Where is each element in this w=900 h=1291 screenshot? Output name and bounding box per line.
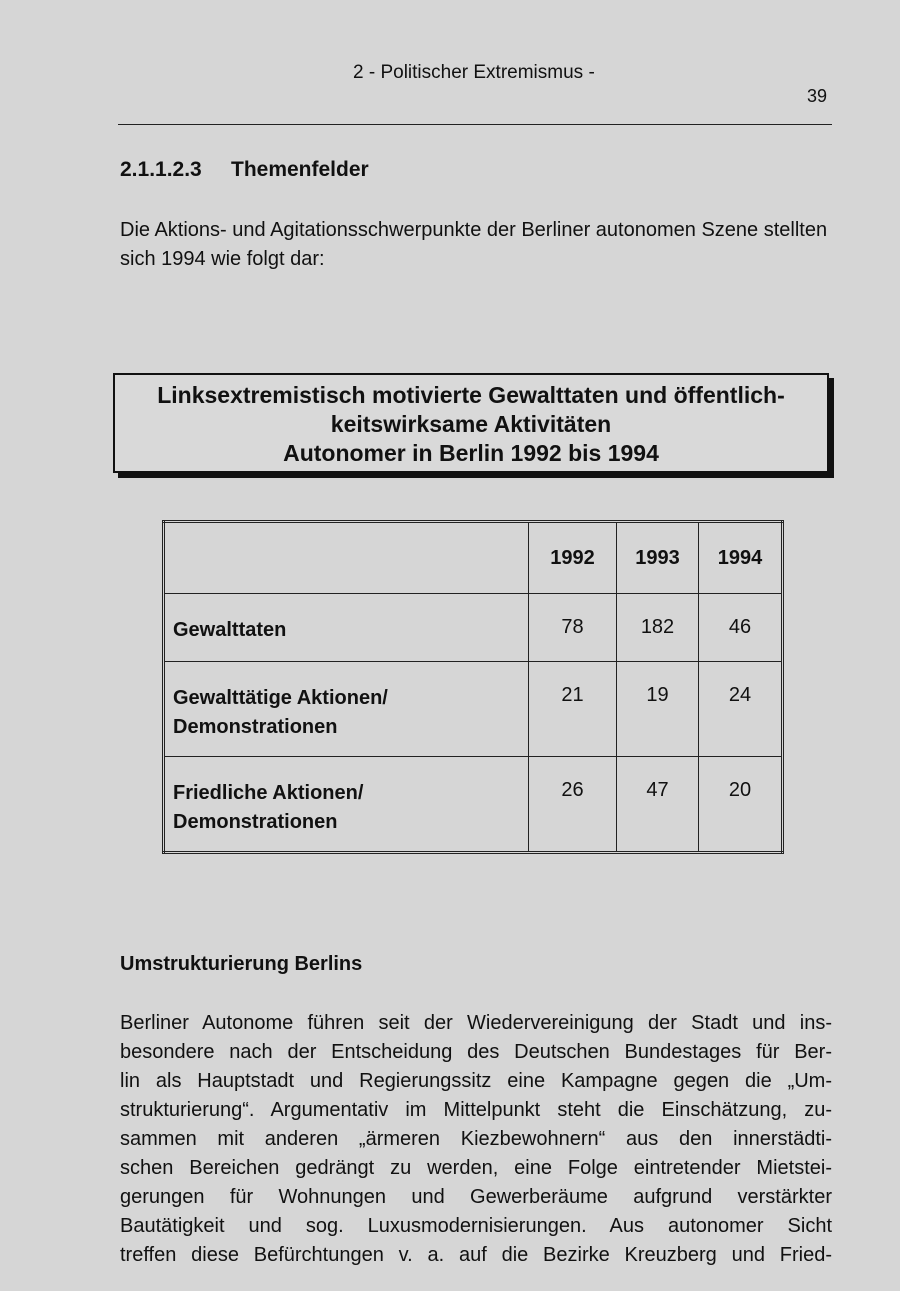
text-line: strukturierung“. Argumentativ im Mittelpunkt steht die Einschätzung, zu-: [120, 1099, 832, 1121]
table-cell: 47: [617, 757, 699, 853]
table-row: [164, 594, 783, 662]
text-line: lin als Hauptstadt und Regierungssitz eine Kampagne gegen die „Um-: [120, 1070, 832, 1092]
table-row: [164, 662, 783, 757]
column-header: 1993: [617, 522, 699, 594]
statistics-table: [162, 520, 784, 854]
section-number: 2.1.1.2.3: [120, 158, 202, 181]
row-label: Gewalttaten: [164, 594, 529, 662]
table-cell: 26: [529, 757, 617, 853]
row-label: Friedliche Aktionen/ Demonstrationen: [164, 757, 529, 853]
subsection-heading: Umstrukturierung Berlins: [120, 953, 363, 975]
running-header: 2 - Politischer Extremismus -: [353, 62, 595, 83]
caption-line: Linksextremistisch motivierte Gewalttaten und öffentlich-: [157, 382, 785, 408]
table-cell: 24: [699, 662, 783, 757]
table-cell: 182: [617, 594, 699, 662]
caption-line: keitswirksame Aktivitäten: [330, 411, 612, 437]
table-caption-box: [113, 373, 829, 473]
column-header: 1994: [699, 522, 783, 594]
body-paragraph: [120, 1009, 832, 1270]
table-corner-cell: [164, 522, 529, 594]
table-cell: 19: [617, 662, 699, 757]
text-line: treffen diese Befürchtungen v. a. auf die Bezirke Kreuzberg und Fried-: [120, 1244, 832, 1266]
section-title: Themenfelder: [231, 158, 369, 181]
text-line: besondere nach der Entscheidung des Deutschen Bundestages für Ber-: [120, 1041, 832, 1063]
intro-paragraph: Die Aktions- und Agitationsschwerpunkte der Berliner autonomen Szene stellten sich 1994 wie folgt dar:: [120, 219, 828, 270]
column-header: 1992: [529, 522, 617, 594]
section-heading: [120, 158, 369, 182]
header-divider: [118, 124, 832, 125]
table-cell: 46: [699, 594, 783, 662]
caption-line: Autonomer in Berlin 1992 bis 1994: [283, 440, 659, 466]
text-line: Berliner Autonome führen seit der Wiedervereinigung der Stadt und ins-: [120, 1012, 832, 1034]
table-header-row: [164, 522, 783, 594]
table-cell: 20: [699, 757, 783, 853]
text-line: sammen mit anderen „ärmeren Kiezbewohnern“ aus den innerstädti-: [120, 1128, 832, 1150]
table-row: [164, 757, 783, 853]
text-line: schen Bereichen gedrängt zu werden, eine Folge eintretender Mietstei-: [120, 1157, 832, 1179]
page-number: 39: [807, 86, 828, 106]
row-label: Gewalttätige Aktionen/ Demonstrationen: [164, 662, 529, 757]
text-line: gerungen für Wohnungen und Gewerberäume aufgrund verstärkter: [120, 1186, 832, 1208]
table-cell: 78: [529, 594, 617, 662]
table-cell: 21: [529, 662, 617, 757]
text-line: Bautätigkeit und sog. Luxusmodernisierungen. Aus autonomer Sicht: [120, 1215, 832, 1237]
